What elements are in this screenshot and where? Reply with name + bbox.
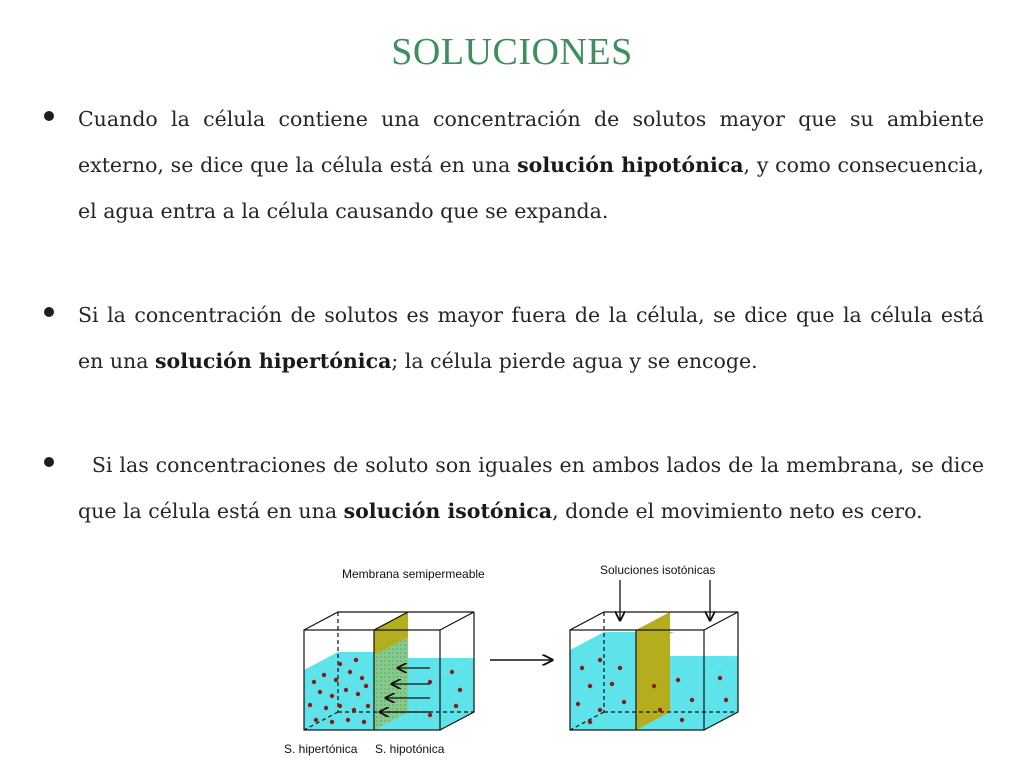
bullet-bold-term: solución hipertónica [155, 349, 392, 373]
bullet-text-part: , y como consecuencia, el agua entra a la célula causando que se expanda. [78, 153, 984, 223]
bullet-text [78, 96, 984, 234]
bullet-text [78, 292, 984, 384]
bullet-text-part: Si la concentración de solutos es mayor fuera de la célula, se dice que la célula está en una [78, 303, 984, 373]
bullet-bold-term: solución hipotónica [517, 153, 744, 177]
bullet-bold-term: solución isotónica [343, 499, 553, 523]
osmosis-diagram [280, 560, 760, 765]
isotonic-label: Soluciones isotónicas [600, 563, 716, 577]
right-box [570, 580, 738, 730]
hypotonic-label: S. hipotónica [375, 742, 445, 756]
bullet-item [36, 442, 991, 534]
bullet-text [78, 442, 991, 534]
left-box [304, 612, 474, 730]
membrane-label: Membrana semipermeable [342, 567, 485, 581]
hypertonic-label: S. hipertónica [284, 742, 358, 756]
bullet-text-part: Cuando la célula contiene una concentración de solutos mayor que su ambiente externo, se dice que la célula está en una [78, 107, 984, 177]
bullet-dot-icon [44, 307, 54, 317]
bullet-text-part: ; la célula pierde agua y se encoge. [391, 349, 758, 373]
water-left-2 [570, 650, 636, 730]
bullet-text-part: Si las concentraciones de soluto son iguales en ambos lados de la membrana, se dice que la célula está en una [78, 453, 991, 523]
bullet-item [36, 96, 984, 234]
bullet-dot-icon [44, 111, 54, 121]
bullet-text-part: , donde el movimiento neto es cero. [552, 499, 923, 523]
bullet-item [36, 292, 984, 384]
slide-title: SOLUCIONES [391, 31, 633, 73]
bullet-dot-icon [44, 457, 54, 467]
osmosis-diagram-svg [280, 560, 760, 740]
